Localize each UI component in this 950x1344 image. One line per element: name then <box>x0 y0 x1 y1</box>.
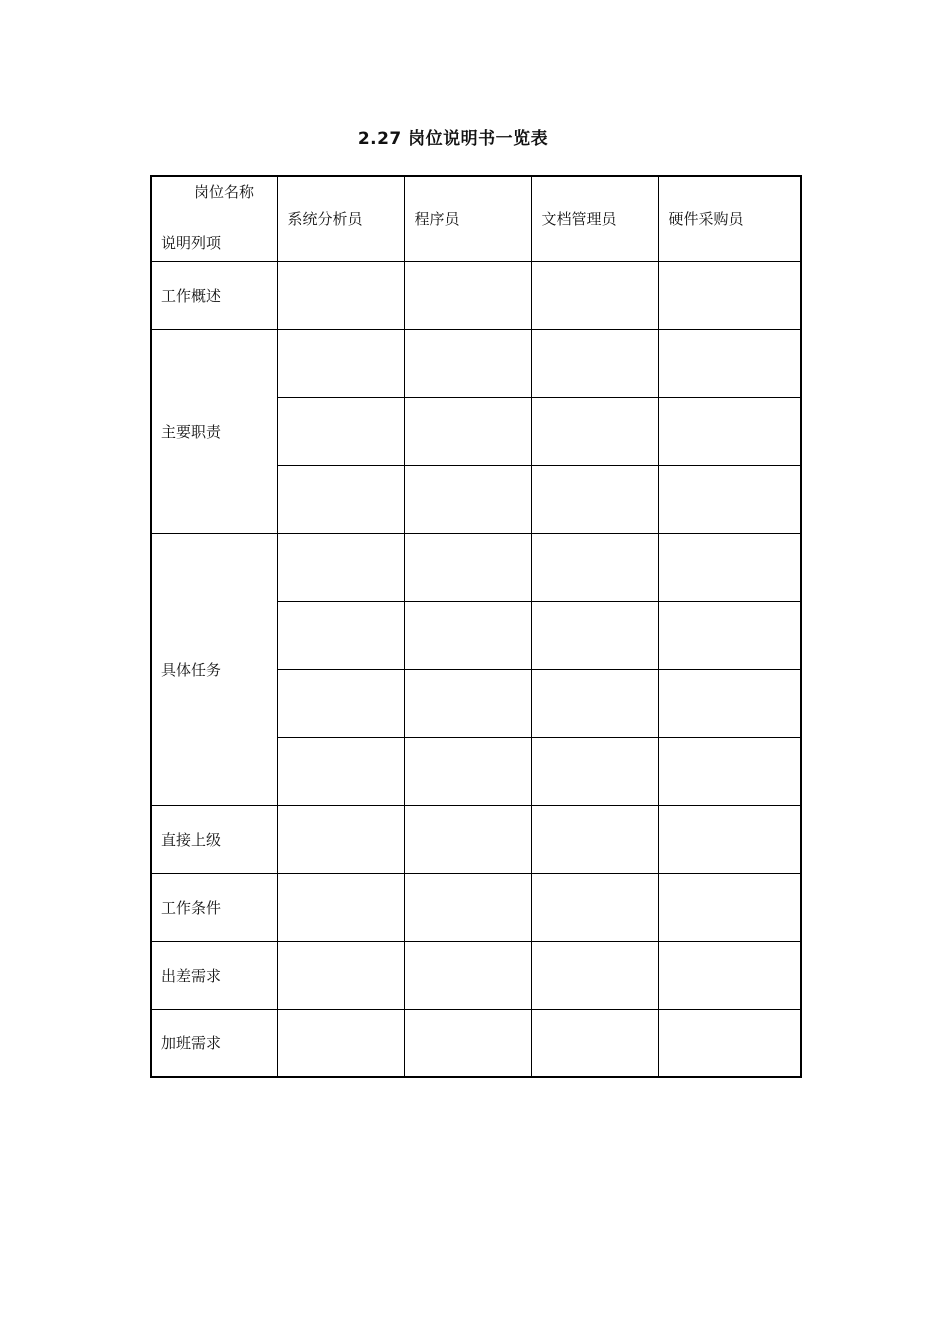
table-cell[interactable] <box>404 873 531 941</box>
table-cell[interactable] <box>531 533 658 601</box>
table-cell[interactable] <box>277 873 404 941</box>
table-cell[interactable] <box>658 397 801 465</box>
job-description-table <box>150 175 802 1078</box>
table-cell[interactable] <box>531 737 658 805</box>
table-cell[interactable] <box>658 941 801 1009</box>
row-label-work-conditions: 工作条件 <box>151 873 277 941</box>
table-cell[interactable] <box>277 465 404 533</box>
table-cell[interactable] <box>404 261 531 329</box>
table-cell[interactable] <box>404 397 531 465</box>
table-cell[interactable] <box>404 1009 531 1077</box>
table-row <box>151 1009 801 1077</box>
table-cell[interactable] <box>277 805 404 873</box>
table-cell[interactable] <box>277 1009 404 1077</box>
table-row <box>151 533 801 601</box>
table-cell[interactable] <box>531 465 658 533</box>
table-cell[interactable] <box>404 601 531 669</box>
table-cell[interactable] <box>658 873 801 941</box>
table-cell[interactable] <box>531 805 658 873</box>
column-header-document-manager: 文档管理员 <box>531 176 658 261</box>
table-cell[interactable] <box>658 669 801 737</box>
table-cell[interactable] <box>531 397 658 465</box>
table-cell[interactable] <box>404 941 531 1009</box>
row-label-travel-requirement: 出差需求 <box>151 941 277 1009</box>
table-cell[interactable] <box>404 737 531 805</box>
table-cell[interactable] <box>277 397 404 465</box>
row-label-work-overview: 工作概述 <box>151 261 277 329</box>
table-cell[interactable] <box>277 669 404 737</box>
table-cell[interactable] <box>658 1009 801 1077</box>
table-cell[interactable] <box>277 533 404 601</box>
table-cell[interactable] <box>277 601 404 669</box>
table-row <box>151 805 801 873</box>
corner-header-cell <box>151 176 277 261</box>
table-cell[interactable] <box>531 873 658 941</box>
table-cell[interactable] <box>531 669 658 737</box>
page-title: 2.27 岗位说明书一览表 <box>357 129 549 149</box>
column-header-systems-analyst: 系统分析员 <box>277 176 404 261</box>
table-cell[interactable] <box>658 737 801 805</box>
table-row <box>151 941 801 1009</box>
table-cell[interactable] <box>531 601 658 669</box>
column-header-programmer: 程序员 <box>404 176 531 261</box>
table-cell[interactable] <box>277 737 404 805</box>
row-label-direct-supervisor: 直接上级 <box>151 805 277 873</box>
row-label-main-duties: 主要职责 <box>151 329 277 533</box>
table-cell[interactable] <box>658 601 801 669</box>
table-cell[interactable] <box>277 329 404 397</box>
table-cell[interactable] <box>658 329 801 397</box>
table-cell[interactable] <box>404 805 531 873</box>
table-cell[interactable] <box>658 465 801 533</box>
table-cell[interactable] <box>277 941 404 1009</box>
row-label-overtime-requirement: 加班需求 <box>151 1009 277 1077</box>
table-row <box>151 329 801 397</box>
table-row <box>151 873 801 941</box>
table-cell[interactable] <box>658 261 801 329</box>
table-cell[interactable] <box>658 533 801 601</box>
table-row <box>151 261 801 329</box>
header-row <box>151 176 801 261</box>
table-cell[interactable] <box>404 533 531 601</box>
corner-label-position: 岗位名称 <box>194 183 255 201</box>
table-cell[interactable] <box>404 329 531 397</box>
column-header-hardware-buyer: 硬件采购员 <box>658 176 801 261</box>
table-cell[interactable] <box>531 329 658 397</box>
table-cell[interactable] <box>658 805 801 873</box>
table-cell[interactable] <box>531 1009 658 1077</box>
table-cell[interactable] <box>404 669 531 737</box>
table-cell[interactable] <box>404 465 531 533</box>
table-cell[interactable] <box>531 941 658 1009</box>
table-cell[interactable] <box>277 261 404 329</box>
table-cell[interactable] <box>531 261 658 329</box>
corner-label-items: 说明列项 <box>161 234 222 252</box>
row-label-specific-tasks: 具体任务 <box>151 533 277 805</box>
